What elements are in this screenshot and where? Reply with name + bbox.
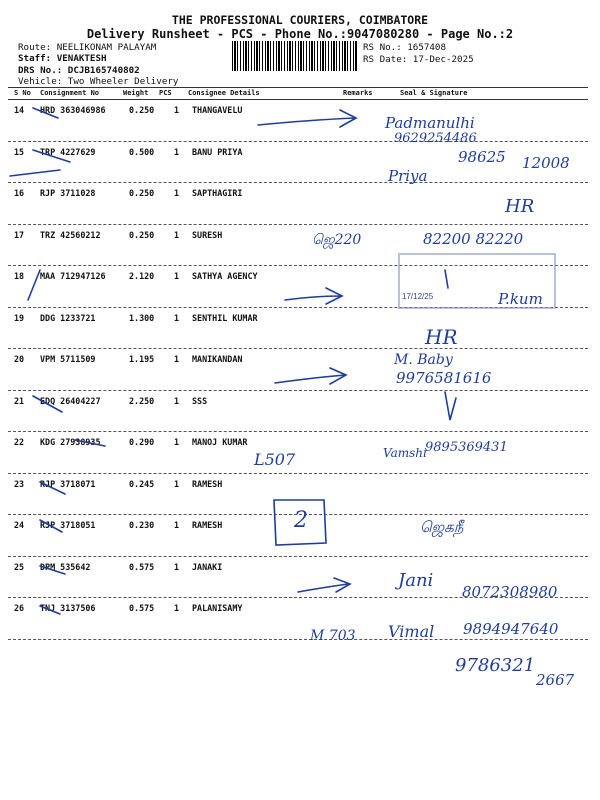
row-consignment-no: TRP 4227629 (40, 146, 96, 157)
sig-18: P.kum (498, 290, 543, 308)
row-weight: 0.245 (129, 478, 155, 489)
row-pcs: 1 (174, 188, 180, 198)
row-weight: 0.575 (129, 603, 155, 613)
row-consignment-no: RJP 3718071 (40, 478, 96, 489)
col-seal: Seal & Signature (400, 89, 468, 97)
row-pcs: 1 (174, 105, 180, 115)
row-consignee: SATHYA AGENCY (192, 271, 258, 281)
table-row (0, 308, 600, 348)
sig-14-name: Padmanulhi (385, 114, 475, 132)
row-sno: 26 (14, 603, 25, 613)
row-consignment-no: DDG 1233721 (40, 312, 96, 323)
sig-22: Vamshi (383, 446, 427, 460)
sig-26: Vimal (388, 622, 435, 641)
sig-15-a: 98625 (458, 148, 506, 166)
row-pcs: 1 (174, 437, 180, 447)
row-consignment-no: DPM 535642 (40, 561, 91, 572)
bottom-note-b: 2667 (536, 671, 575, 689)
header-rule-top (8, 87, 588, 88)
remark-17: ஜெ220 (312, 232, 362, 248)
row-consignee: SAPTHAGIRI (192, 188, 243, 198)
row-consignment-no: TNJ 3137506 (40, 603, 96, 613)
runsheet-title: Delivery Runsheet - PCS - Phone No.:9047080280 - Page No.:2 (86, 27, 514, 41)
row-weight: 0.575 (129, 561, 155, 572)
sig-16: HR (505, 196, 535, 217)
row-pcs: 1 (174, 395, 180, 406)
row-sno: 25 (14, 561, 25, 572)
sig-20-name: M. Baby (394, 352, 453, 368)
row-consignee: SSS (192, 395, 208, 406)
table-row (0, 432, 600, 472)
row-consignment-no: HRD 363046986 (40, 105, 106, 115)
row-consignee: SURESH (192, 229, 223, 240)
col-consignment: Consignment No (40, 89, 100, 97)
row-sno: 16 (14, 188, 25, 198)
row-pcs: 1 (174, 603, 180, 613)
row-sno: 19 (14, 312, 25, 323)
row-consignment-no: RJP 3711028 (40, 188, 96, 198)
row-sno: 18 (14, 271, 25, 281)
sig-17: 82200 82220 (423, 230, 524, 248)
row-weight: 0.250 (129, 105, 155, 115)
stamp-date: 17/12/25 (402, 292, 434, 301)
row-consignment-no: VPM 5711509 (40, 354, 96, 364)
col-sno: S No (14, 89, 31, 97)
row-pcs: 1 (174, 354, 180, 364)
table-row (0, 142, 600, 182)
row-weight: 0.290 (129, 437, 155, 447)
row-sno: 21 (14, 395, 25, 406)
sig-15-b: 12008 (522, 154, 570, 172)
remark-26: M 703 (310, 628, 356, 644)
row-consignee: BANU PRIYA (192, 146, 243, 157)
company-name: THE PROFESSIONAL COURIERS, COIMBATORE (171, 13, 429, 27)
sig-14-phone: 9629254486 (394, 131, 477, 146)
row-weight: 0.230 (129, 520, 155, 530)
staff-label: Staff: VENAKTESH (18, 53, 107, 64)
sig-20-phone: 9976581616 (396, 369, 492, 387)
bottom-note-a: 9786321 (455, 655, 536, 676)
table-row (0, 391, 600, 431)
row-consignee: RAMESH (192, 478, 223, 489)
row-consignee: MANOJ KUMAR (192, 437, 248, 447)
row-sno: 14 (14, 105, 25, 115)
sig-24: ஜெகநீ (420, 518, 464, 536)
sig-19: HR (425, 325, 458, 349)
remark-22: L507 (254, 450, 296, 469)
sig-25-phone: 8072308980 (462, 583, 558, 601)
row-sno: 20 (14, 354, 25, 364)
drs-number: DRS No.: DCJB165740802 (18, 65, 140, 76)
row-sno: 17 (14, 229, 25, 240)
row-weight: 0.250 (129, 188, 155, 198)
table-row (0, 349, 600, 389)
rs-date: RS Date: 17-Dec-2025 (363, 54, 474, 65)
row-consignment-no: KDG 27938935 (40, 437, 101, 447)
row-consignee: MANIKANDAN (192, 354, 243, 364)
row-consignee: THANGAVELU (192, 105, 243, 115)
row-consignment-no: RJP 3718051 (40, 520, 96, 530)
row-sno: 24 (14, 520, 25, 530)
row-weight: 1.300 (129, 312, 155, 323)
row-consignee: RAMESH (192, 520, 223, 530)
row-consignee: SENTHIL KUMAR (192, 312, 258, 323)
row-sno: 23 (14, 478, 25, 489)
sig-26-phone: 9894947640 (463, 620, 559, 638)
row-pcs: 1 (174, 312, 180, 323)
route-label: Route: NEELIKONAM PALAYAM (18, 42, 157, 53)
box-24-number: 2 (294, 508, 308, 533)
sig-22-phone: 9895369431 (425, 440, 508, 455)
row-weight: 1.195 (129, 354, 155, 364)
row-sno: 15 (14, 146, 25, 157)
sig-15-c: Priya (388, 167, 428, 185)
vehicle-label: Vehicle: Two Wheeler Delivery (18, 76, 179, 87)
col-consignee: Consignee Details (188, 89, 260, 97)
row-pcs: 1 (174, 146, 180, 157)
row-weight: 0.250 (129, 229, 155, 240)
row-pcs: 1 (174, 561, 180, 572)
col-weight: Weight (123, 89, 149, 97)
col-pcs: PCS (159, 89, 172, 97)
row-weight: 2.120 (129, 271, 155, 281)
row-separator (8, 639, 588, 640)
table-row (0, 100, 600, 140)
row-consignee: JANAKI (192, 561, 223, 572)
row-consignment-no: EDQ 26404227 (40, 395, 101, 406)
col-remarks: Remarks (343, 89, 373, 97)
row-pcs: 1 (174, 229, 180, 240)
row-consignee: PALANISAMY (192, 603, 243, 613)
row-weight: 2.250 (129, 395, 155, 406)
row-pcs: 1 (174, 271, 180, 281)
row-pcs: 1 (174, 520, 180, 530)
sig-25: Jani (398, 570, 434, 591)
barcode (232, 41, 358, 71)
rs-number: RS No.: 1657408 (363, 42, 446, 53)
row-pcs: 1 (174, 478, 180, 489)
row-sno: 22 (14, 437, 25, 447)
row-weight: 0.500 (129, 146, 155, 157)
row-consignment-no: MAA 712947126 (40, 271, 106, 281)
row-consignment-no: TRZ 42560212 (40, 229, 101, 240)
